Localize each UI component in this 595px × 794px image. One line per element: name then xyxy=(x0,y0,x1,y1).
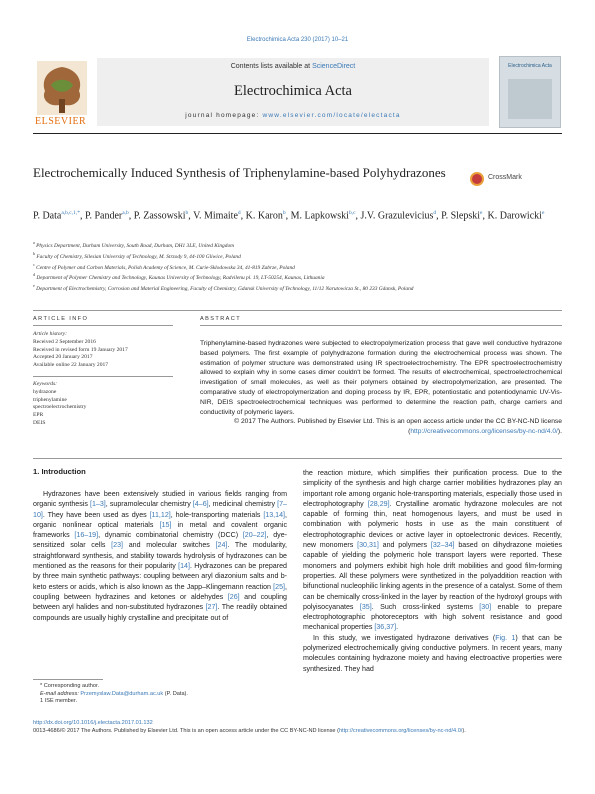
affiliation-text: Department of Polymer Chemistry and Technology, Kaunas University of Technology, Radvilenu pl. 19, LT-50254, Kaunas, Lithuania xyxy=(35,275,325,282)
divider xyxy=(33,376,173,377)
body-text: . The readily obtained compounds are usually highly crystalline and precipitate out of xyxy=(33,603,287,622)
page-footer xyxy=(33,719,562,735)
corresponding-author-note: * Corresponding author. xyxy=(40,683,100,689)
body-paragraph xyxy=(33,489,287,623)
affiliation-marker: d xyxy=(33,272,35,278)
author-name[interactable]: P. Zassowski xyxy=(133,210,186,222)
history-entry: Available online 22 January 2017 xyxy=(33,362,109,369)
affiliation xyxy=(33,282,562,293)
cover-title: Electrochimica Acta xyxy=(508,63,552,69)
publisher-wordmark: ELSEVIER xyxy=(35,116,87,127)
body-paragraph xyxy=(303,468,562,633)
history-label: Article history: xyxy=(33,331,68,337)
history-entry: Received in revised form 19 January 2017 xyxy=(33,346,128,353)
author-affiliation-marker[interactable]: b xyxy=(185,210,189,216)
body-text: and coupling between aryl halides and non-substituted hydrazones xyxy=(33,592,287,612)
author-affiliation-marker[interactable]: e xyxy=(541,210,545,216)
author-affiliation-marker[interactable]: d xyxy=(237,210,241,216)
body-text: , hole-transporting materials xyxy=(170,510,264,519)
abstract-label: ABSTRACT xyxy=(200,316,242,322)
article-info-label: ARTICLE INFO xyxy=(33,316,89,322)
footnote-divider xyxy=(33,679,103,680)
email-link[interactable]: Przemyslaw.Data@durham.ac.uk xyxy=(80,690,164,697)
body-text: , medicinal chemistry xyxy=(208,500,278,509)
body-text: . Crystalline aromatic hydrazone molecules are not capable of forming thin, neat homogenous layers, and must be used in combination with polymeric hosts in use as the main constituent of electrophotographic devices or active layer in optoelectronic devices. Recently, new monomers xyxy=(303,499,562,550)
citation-link[interactable]: [26] xyxy=(227,592,240,601)
author-name[interactable]: J.V. Grazulevicius xyxy=(360,210,434,222)
author-name[interactable]: K. Karon xyxy=(245,210,283,222)
article-info xyxy=(33,331,173,428)
affiliation xyxy=(33,261,562,272)
article-history xyxy=(33,339,173,370)
body-text: . xyxy=(396,623,399,632)
cover-image xyxy=(508,79,552,119)
author-name[interactable]: V. Mimaite xyxy=(193,210,238,222)
article-title: Electrochemically Induced Synthesis of Triphenylamine-based Polyhydrazones xyxy=(33,165,446,180)
abstract xyxy=(200,339,562,437)
keyword: triphenylamine xyxy=(33,396,67,403)
body-text: , dynamic combinatorial chemistry (DCC) xyxy=(98,531,243,540)
body-text: , organic nonlinear optical materials xyxy=(33,510,287,529)
body-text: In this study, we investigated hydrazone derivatives ( xyxy=(313,633,496,642)
body-text: . The modularity, straightforward synthesis, and stability towards hydrolysis of hydrazones can be mentioned as the reasons for their popularity xyxy=(33,541,287,571)
divider xyxy=(33,325,173,326)
body-text: enable to prepare electrophotographic photoreceptors with high solvent resistance and good mechanical properties xyxy=(303,602,562,632)
crossmark-label: CrossMark xyxy=(488,174,522,181)
keyword: EPR xyxy=(33,412,44,419)
section-heading: 1. Introduction xyxy=(33,467,86,476)
citation-link[interactable]: [11,12] xyxy=(149,510,171,519)
citation-link[interactable]: [32–34] xyxy=(430,541,455,550)
sciencedirect-link[interactable]: ScienceDirect xyxy=(312,63,356,70)
author-affiliation-marker[interactable]: b xyxy=(282,210,286,216)
keyword: spectroelectrochemistry xyxy=(33,404,87,411)
citation-link[interactable]: [20–22] xyxy=(242,531,267,540)
affiliation-marker: b xyxy=(33,250,35,256)
email-note: E-mail address: Przemyslaw.Data@durham.ac.uk (P. Data). xyxy=(40,690,188,697)
ise-member-note: 1 ISE member. xyxy=(40,698,77,705)
author-name[interactable]: K. Darowicki xyxy=(487,210,542,222)
author-affiliation-marker[interactable]: a,b xyxy=(122,210,129,216)
divider xyxy=(200,325,562,326)
divider xyxy=(33,310,562,311)
body-text: and polymers xyxy=(378,541,431,550)
author-affiliation-marker[interactable]: e xyxy=(480,210,483,216)
affiliation-text: Physics Department, Durham University, South Road, Durham, DH1 3LE, United Kingdom xyxy=(34,242,235,249)
divider xyxy=(33,458,562,459)
citation-link[interactable]: Fig. 1 xyxy=(495,633,516,642)
affiliation-list xyxy=(33,239,562,293)
citation-link[interactable]: [7–10] xyxy=(33,500,287,519)
crossmark-button[interactable] xyxy=(470,172,550,186)
body-text: , dye-sensitized solar cells xyxy=(33,531,287,550)
affiliation-text: Faculty of Chemistry, Silesian University of Technology, M. Strzody 9, 44-100 Gliwice, Poland xyxy=(35,253,241,260)
citation-link[interactable]: [36,37] xyxy=(374,623,397,632)
body-text: in metal and covalent organic frameworks xyxy=(33,520,287,540)
keyword: hydrazone xyxy=(33,388,57,395)
body-text: Hydrazones have been extensively studied in various fields ranging from organic synthesis xyxy=(33,490,287,509)
body-text: and molecular switches xyxy=(123,541,216,550)
affiliation-marker: c xyxy=(33,261,35,267)
citation-link[interactable]: [13,14] xyxy=(263,510,286,519)
citation-link[interactable]: [25] xyxy=(273,582,286,591)
journal-homepage: journal homepage: www.elsevier.com/locate/electacta xyxy=(185,112,401,119)
keyword: DEIS xyxy=(33,419,46,426)
body-text: . Such cross-linked systems xyxy=(371,602,480,611)
copyright-notice: © 2017 The Authors. Published by Elsevier Ltd. This is an open access article under the CC BY-NC-ND license (http://creativecommons.org/licenses/by-nc-nd/4.0/). xyxy=(234,418,562,436)
citation-link[interactable]: [1–3] xyxy=(90,500,106,509)
affiliation-marker: a xyxy=(33,240,35,245)
body-column-right xyxy=(303,468,562,674)
affiliation xyxy=(33,239,562,250)
citation-link[interactable]: [30,31] xyxy=(357,541,379,550)
author-name[interactable]: P. Pander xyxy=(84,210,123,222)
affiliation-text: Centre of Polymer and Carbon Materials, Polish Academy of Science, M. Curie-Sklodowska 34, 41-819 Zabrze, Poland xyxy=(34,264,295,271)
citation-link[interactable]: [4–6] xyxy=(192,500,209,509)
journal-cover-thumbnail xyxy=(499,56,561,128)
history-entry: Accepted 20 January 2017 xyxy=(33,354,93,361)
doi-link[interactable]: http://dx.doi.org/10.1016/j.electacta.2017.01.132 xyxy=(33,720,153,726)
history-entry: Received 2 September 2016 xyxy=(33,338,96,345)
body-text: , coupling between hydrazines and ketones or aldehydes xyxy=(33,582,287,601)
citation-link[interactable]: [23] xyxy=(111,541,124,550)
license-statement: 0013-4686/© 2017 The Authors. Published by Elsevier Ltd. This is an open access article under the CC BY-NC-ND license (http://creativecommons.org/licenses/by-nc-nd/4.0/). xyxy=(33,728,466,734)
affiliation-text: Department of Electrochemistry, Corrosion and Material Engineering, Faculty of Chemistry, Gdansk University of Technology, 11/12 Narutowicza St., 80 233 Gdansk, Poland xyxy=(34,285,414,292)
author-name[interactable]: M. Lapkowski xyxy=(290,210,349,222)
journal-masthead xyxy=(33,56,562,134)
body-column-left xyxy=(33,489,287,623)
author-name[interactable]: P. Data xyxy=(33,210,62,222)
footnotes xyxy=(40,683,290,706)
body-text: . Hydrazones can be prepared by three main synthetic pathways: coupling between aryl diazonium salts and b-keto esters or acids, which is also known as the Japp–Klingemann reaction xyxy=(33,562,287,591)
affiliation xyxy=(33,250,562,261)
citation-link[interactable]: [15] xyxy=(159,520,172,529)
keyword-list xyxy=(33,389,173,428)
journal-banner xyxy=(97,58,489,126)
author-affiliation-marker[interactable]: a,b,c,1,* xyxy=(61,210,80,216)
citation-link[interactable]: [16–19] xyxy=(74,531,99,540)
citation-link[interactable]: [24] xyxy=(215,541,228,550)
crossmark-icon xyxy=(470,172,484,186)
footer-license-link[interactable]: http://creativecommons.org/licenses/by-nc-nd/4.0/ xyxy=(338,728,463,734)
body-text: the reaction mixture, which simplifies their purification process. Due to the simplicity of the synthesis and high charge carrier mobilities hydrazones play an important role among organic hole-transporting materials, especially those used in electrophotography xyxy=(303,469,562,508)
contents-line: Contents lists available at ScienceDirect xyxy=(230,63,356,70)
journal-reference[interactable]: Electrochimica Acta 230 (2017) 10–21 xyxy=(246,37,349,43)
body-text: , supramolecular chemistry xyxy=(105,500,193,509)
keywords-label: Keywords: xyxy=(33,380,58,387)
journal-name: Electrochimica Acta xyxy=(234,83,352,99)
journal-homepage-link[interactable]: www.elsevier.com/locate/electacta xyxy=(262,112,401,119)
affiliation xyxy=(33,271,562,282)
citation-link[interactable]: [14] xyxy=(178,562,190,571)
citation-link[interactable]: [28,29] xyxy=(367,499,390,508)
author-affiliation-marker[interactable]: d xyxy=(433,210,437,216)
author-list: P. Data$^{a,b,c,1,*}$, P. Pander$^{a,b}$, P. Zassowski$^b$, V. Mimaite$^d$, K. Karon$^b$, M. Lapkowski$^{b,c}$, J.V. Grazulevicius$^d$, P. Slepski$^e$, K. Darowicki$^e$ xyxy=(33,210,545,222)
abstract-text: Triphenylamine-based hydrazones were subjected to electropolymerization process that gave well conductive hydrazone based polymers. The first example of polyhydrazone formation during the electrochemical process was shown. The estimation of polymer structure was demonstrated using IR spectroelectrochemistry. The EPR spectroelectrochemistry allowed to explain why in some cases dimer couldn't be formed. The results of electrochemical, spectroelectrochemical investigation of small molecules, as well as their polymers obtained by electropolymerization, are presented. The comparative study of electropolymerization and doping process by IR, EPR, potentiostatic and potentiodynamic UV-Vis-NIR, DEIS spectroelectrochemical techniques was performed to determine the reaction path, charge carriers and conductivity of polymeric layers. xyxy=(200,340,562,416)
body-paragraph xyxy=(303,633,562,674)
affiliation-marker: e xyxy=(33,283,35,289)
citation-link[interactable]: [27] xyxy=(205,603,218,612)
author-affiliation-marker[interactable]: b,c xyxy=(348,210,356,216)
author-name[interactable]: P. Slepski xyxy=(441,210,481,222)
license-link[interactable]: http://creativecommons.org/licenses/by-nc-nd/4.0/ xyxy=(410,428,558,436)
body-text: based on dihydrazone moieties capable of yielding the polymeric hole transport layers were reported. These monomers and polymers exhibit high hole drift mobilities and good film-forming properties. All these polymers were synthetized in the polyaddition reaction with bifunctional nucleophilic linking agents in the presence of a catalyst. Some of them can be chemically cross-linked in the layer by reaction of the hydroxyl groups with polyisocyanates xyxy=(303,541,562,611)
body-text: ) that can be polymerized electrochemically giving conductive polymers. In recent years, many molecules containing hydrazone moiety and having electroactive properties were synthesized. They had xyxy=(303,633,562,673)
citation-link[interactable]: [35] xyxy=(359,602,372,611)
citation-link[interactable]: [30] xyxy=(479,602,492,611)
body-text: . They have been used as dyes xyxy=(42,510,150,519)
